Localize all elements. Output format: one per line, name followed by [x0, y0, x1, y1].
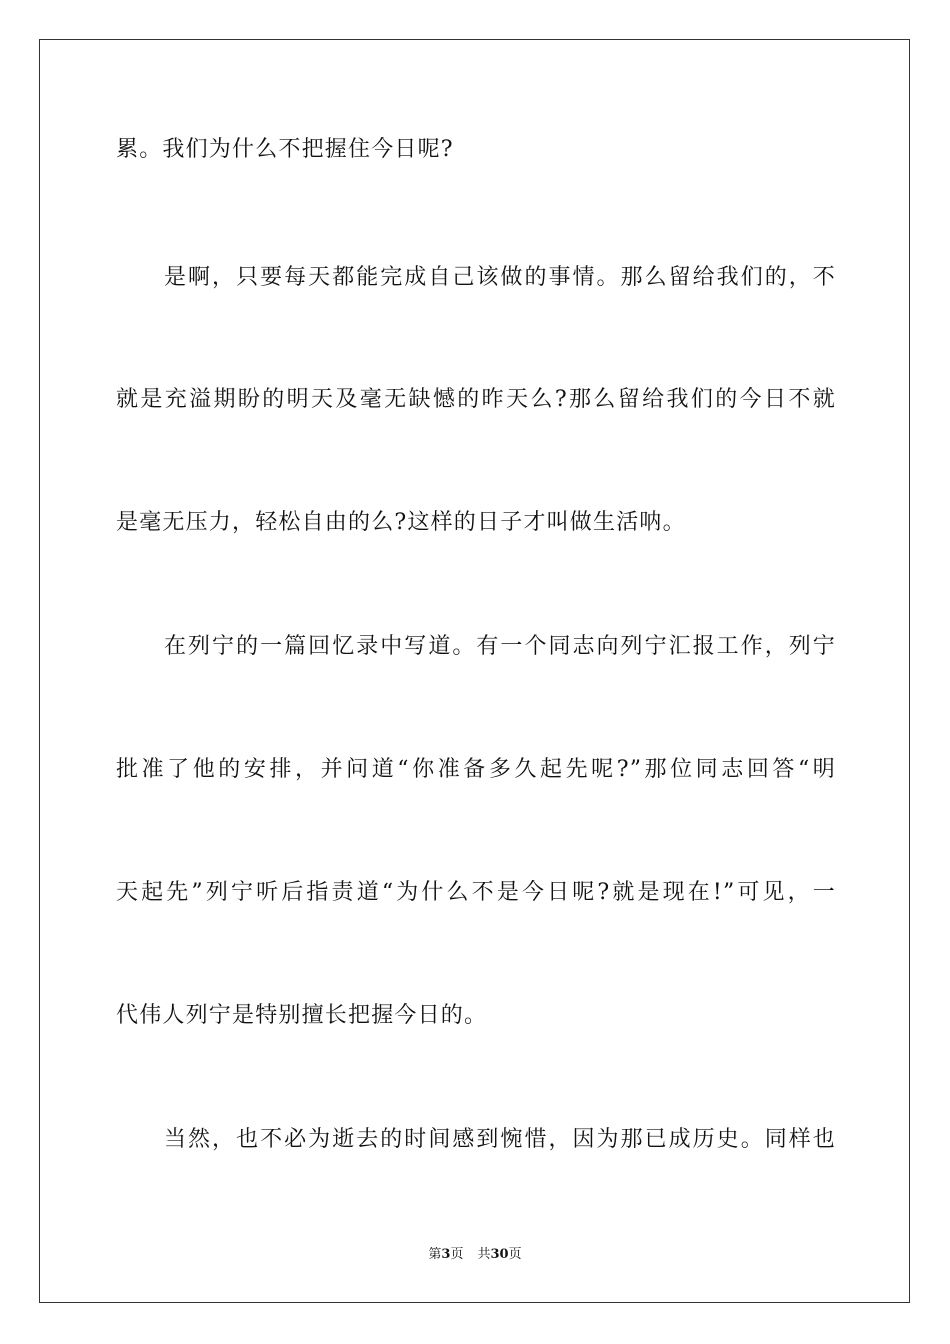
- footer-total-suffix: 页: [508, 1247, 522, 1262]
- footer-page-prefix: 第: [428, 1247, 442, 1262]
- text-line-9: 当然，也不必为逝去的时间感到惋惜，因为那已成历史。同样也: [164, 1127, 836, 1152]
- text-line-3: 就是充溢期盼的明天及毫无缺憾的昨天么?那么留给我们的今日不就: [116, 387, 836, 412]
- text-line-7: 天起先”列宁听后指责道“为什么不是今日呢?就是现在!”可见，一: [116, 880, 836, 905]
- page-footer: [0, 1246, 950, 1264]
- footer-page-suffix: 页: [450, 1247, 464, 1262]
- footer-page-number: 3: [441, 1247, 451, 1262]
- text-line-8: 代伟人列宁是特别擅长把握今日的。: [116, 1003, 488, 1028]
- text-line-2: 是啊，只要每天都能完成自己该做的事情。那么留给我们的，不: [164, 265, 836, 290]
- footer-total-prefix: 共: [477, 1247, 491, 1262]
- page-frame: [39, 39, 910, 1303]
- text-line-1: 累。我们为什么不把握住今日呢?: [116, 137, 454, 162]
- text-line-6: 批准了他的安排，并问道“你准备多久起先呢?”那位同志回答“明: [116, 757, 836, 782]
- text-line-5: 在列宁的一篇回忆录中写道。有一个同志向列宁汇报工作，列宁: [164, 634, 836, 659]
- text-line-4: 是毫无压力，轻松自由的么?这样的日子才叫做生活呐。: [116, 510, 686, 535]
- footer-total-pages: 30: [490, 1247, 509, 1262]
